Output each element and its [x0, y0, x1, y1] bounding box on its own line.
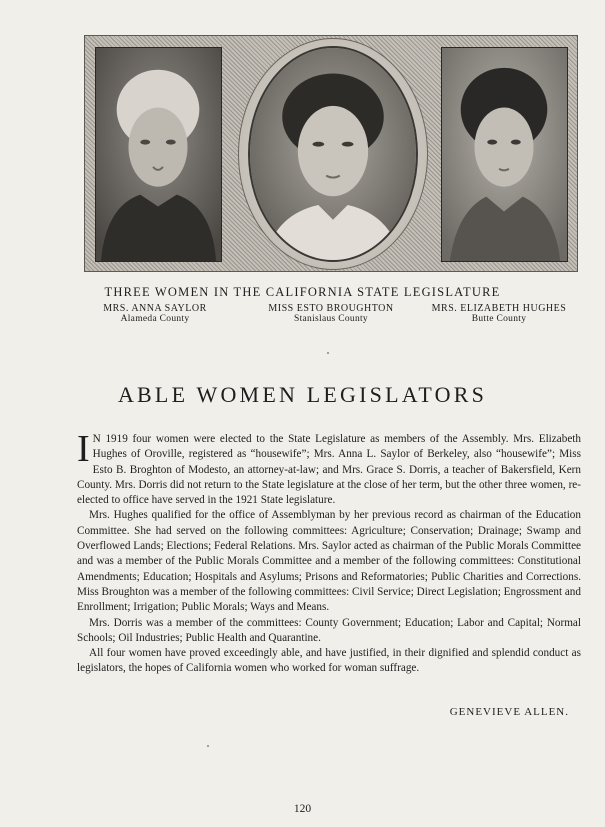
article-body	[77, 428, 581, 677]
print-speck	[327, 352, 329, 354]
portrait-anna-saylor	[95, 47, 222, 262]
caption-person-2	[246, 303, 416, 325]
portrait-band	[84, 35, 578, 272]
author-signature: GENEVIEVE ALLEN.	[449, 706, 569, 718]
paragraph-text: N 1919 four women were elected to the State Legislature as members of the Assembly. Mrs. Elizabeth Hughes of Oroville, registered as “housewife”; Mrs. Anna L. Saylor of Berkeley, also “housewife”; Miss Esto B. Broghton of Modesto, an attorney-at-law; and Mrs. Grace S. Dorris, a teacher of Bakersfield, Kern County. Mrs. Dorris did not return to the State legislature at the close of her term, but the other three women, re-elected to office have served in the 1921 State legislature.	[77, 433, 581, 507]
caption-title: THREE WOMEN IN THE CALIFORNIA STATE LEGISLATURE	[104, 285, 501, 299]
article-paragraph	[77, 428, 581, 508]
drop-cap: I	[77, 428, 90, 470]
person-name: MRS. ELIZABETH HUGHES	[431, 303, 567, 314]
portrait-esto-broughton	[248, 46, 418, 262]
person-name: MISS ESTO BROUGHTON	[268, 303, 394, 314]
portrait-elizabeth-hughes	[441, 47, 568, 262]
article-paragraph: Mrs. Dorris was a member of the committees: County Government; Education; Labor and Capital; Normal Schools; Oil Industries; Public Health and Quarantine.	[77, 616, 581, 644]
person-county: Alameda County	[120, 314, 190, 324]
article-paragraph: All four women have proved exceedingly able, and have justified, in their dignified and splendid conduct as legislators, the hopes of California women who worked for woman suffrage.	[77, 647, 581, 675]
caption-person-3	[414, 303, 584, 325]
page-number: 120	[293, 803, 312, 815]
person-county: Stanislaus County	[294, 314, 368, 324]
caption-person-1	[70, 303, 240, 325]
print-speck	[207, 745, 209, 747]
article-paragraph: Mrs. Hughes qualified for the office of Assemblyman by her previous record as chairman of the Education Committee. She had served on the following committees: Agriculture; Conservation; Drainage; Swamp and Overflowed Lands; Elections; Federal Relations. Mrs. Saylor acted as chairman of the Public Morals Committee and was a member of the Public Morals Committee and a member of the following committees: Constitutional Amendments; Education; Hospitals and Asylums; Prisons and Reformatories; Public Charities and Corrections. Miss Broughton was a member of the following committees: Civil Service; Direct Legislation; Engrossment and Enrollment; Irrigation; Public Morals; Ways and Means.	[77, 509, 581, 614]
person-name: MRS. ANNA SAYLOR	[103, 303, 207, 314]
article-heading: ABLE WOMEN LEGISLATORS	[117, 382, 488, 407]
person-county: Butte County	[471, 314, 527, 324]
